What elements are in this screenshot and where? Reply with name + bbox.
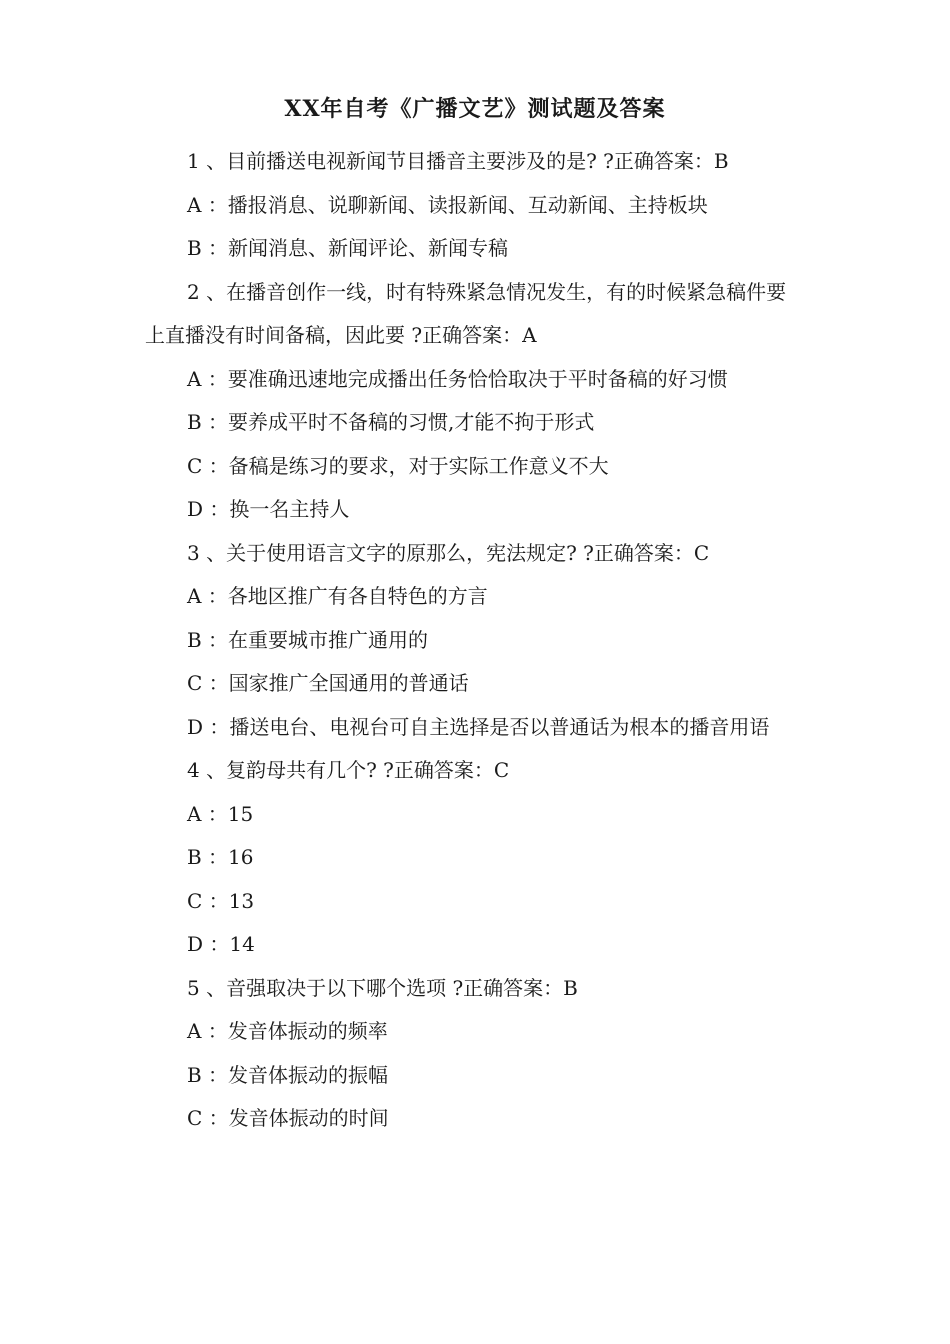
question-1-option-a: A ：播报消息、说聊新闻、读报新闻、互动新闻、主持板块 <box>187 192 708 217</box>
question-4-option-a: A ：15 <box>187 801 254 826</box>
question-5-option-a: A ：发音体振动的频率 <box>187 1019 388 1043</box>
question-2-option-a: A ：要准确迅速地完成播出任务恰恰取决于平时备稿的好习惯 <box>187 366 728 391</box>
question-1-option-b: B ：新闻消息、新闻评论、新闻专稿 <box>187 236 509 260</box>
question-4-option-b: B ：16 <box>187 845 254 869</box>
question-2-stem: 2 、在播音创作一线，时有特殊紧急情况发生，有的时候紧急稿件要上直播没有时间备稿，因此要 ?正确答案：A <box>145 279 787 347</box>
question-4-stem: 4 、复韵母共有几个? ?正确答案：C <box>187 758 510 782</box>
question-5-option-b: B ：发音体振动的振幅 <box>187 1062 389 1087</box>
question-4-option-d: D ：14 <box>187 932 255 956</box>
question-2-option-d: D ：换一名主持人 <box>187 497 350 521</box>
question-3-option-c: C ：国家推广全国通用的普通话 <box>187 671 469 695</box>
question-3-option-a: A ：各地区推广有各自特色的方言 <box>187 584 488 608</box>
question-2-option-c: C ：备稿是练习的要求，对于实际工作意义不大 <box>187 453 609 478</box>
question-2-option-b: B ：要养成平时不备稿的习惯,才能不拘于形式 <box>187 410 595 434</box>
question-1-stem: 1 、目前播送电视新闻节目播音主要涉及的是? ?正确答案：B <box>187 149 729 173</box>
question-5-stem: 5 、音强取决于以下哪个选项 ?正确答案：B <box>187 975 578 1000</box>
document-body <box>145 140 805 1141</box>
question-3-option-d: D ：播送电台、电视台可自主选择是否以普通话为根本的播音用语 <box>187 714 770 739</box>
question-4-option-c: C ：13 <box>187 888 255 913</box>
question-3-option-b: B ：在重要城市推广通用的 <box>187 627 429 652</box>
question-3-stem: 3 、关于使用语言文字的原那么，宪法规定? ?正确答案：C <box>187 540 710 565</box>
document-title: XX年自考《广播文艺》测试题及答案 <box>284 96 666 122</box>
question-5-option-c: C ：发音体振动的时间 <box>187 1106 389 1130</box>
